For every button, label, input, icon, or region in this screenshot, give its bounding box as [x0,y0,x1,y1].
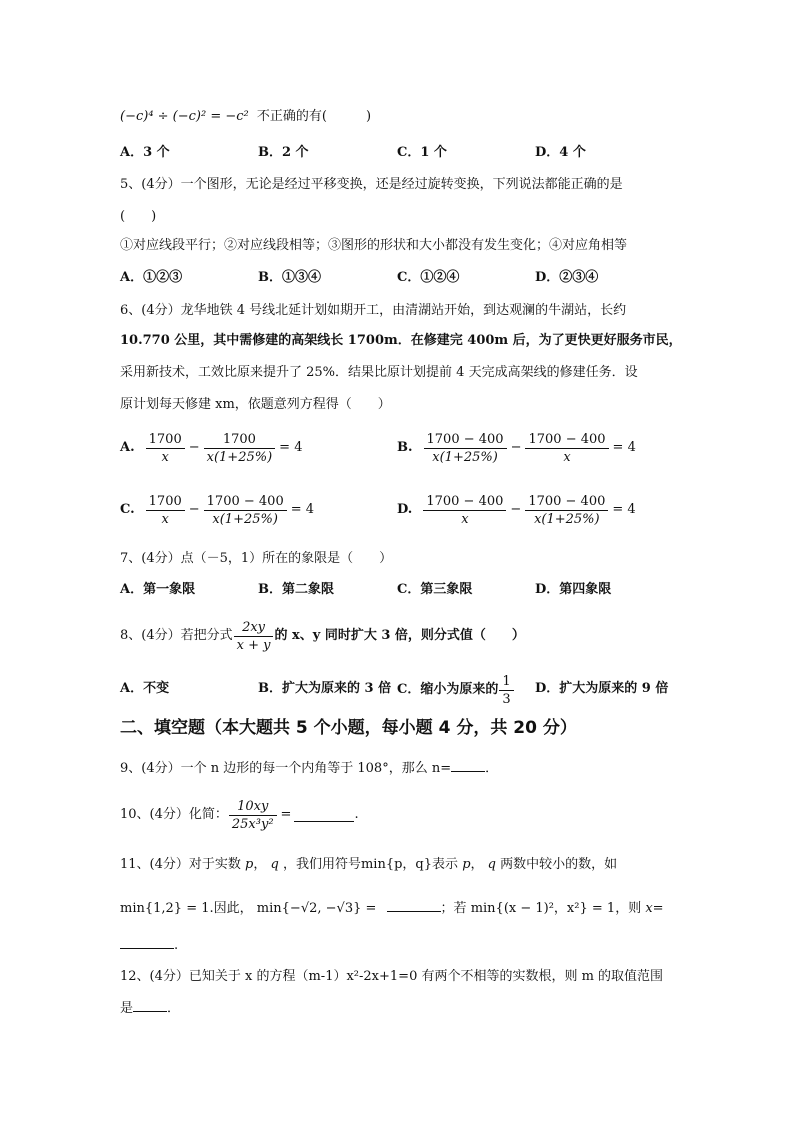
q6-d-fraction-1: $\frac{1700 - 400}{x}$ [423,494,506,527]
q7-option-c: C．第三象限 [397,582,473,597]
q8-stem-post: 的 x、y 同时扩大 3 倍，则分式值（ ） [274,628,525,643]
q6-option-c-label: C. [120,502,135,517]
q11-line1: 11、(4分）对于实数 p， q ，我们用符号min{p，q}表示 p， q 两数中较小的数，如 [120,857,618,872]
q8-option-d: D．扩大为原来的 9 倍 [535,681,669,696]
q4-option-b: B．2 个 [258,145,309,160]
q4-expression-line [120,108,371,126]
q5-statements: ①对应线段平行；②对应线段相等；③图形的形状和大小都没有发生变化；④对应角相等 [120,238,628,253]
q6-b-fraction-1: $\frac{1700 - 400}{x(1+25\%)}$ [424,432,507,465]
q6-option-a: A. $\frac{1700}{x}$ − $\frac{1700}{x(1+25\%)}$ = 4 [120,431,303,465]
q6-a-fraction-2: $\frac{1700}{x(1+25\%)}$ [204,432,276,465]
q11-line3: . [120,936,178,955]
q9-answer-blank [451,759,485,772]
q6-stem-line1: 6、(4分）龙华地铁 4 号线北延计划如期开工，由清湖站开始，到达观澜的牛湖站，长约 [120,303,627,318]
q6-d-fraction-2: $\frac{1700 - 400}{x(1+25\%)}$ [525,494,608,527]
q7-stem: 7、(4分）点（－5，1）所在的象限是（ ） [120,551,393,566]
q6-option-b: B. $\frac{1700 - 400}{x(1+25\%)}$ − $\frac{1700 - 400}{x}$ = 4 [397,431,636,465]
q8-option-c: C．缩小为原来的 $\frac{1}{3}$ [397,670,515,710]
q7-option-d: D．第四象限 [535,582,612,597]
q9: 9、(4分）一个 n 边形的每一个内角等于 108°，那么 n= ． [120,761,499,776]
q6-a-fraction-1: $\frac{1700}{x}$ [146,432,185,465]
q4-option-d: D．4 个 [535,145,586,160]
q8-option-a: A．不变 [120,681,170,696]
q8-fraction: $\frac{2xy}{x + y}$ [234,620,274,653]
q6-option-d-label: D. [397,502,413,517]
section-heading-fill-in: 二、填空题（本大题共 5 个小题，每小题 4 分，共 20 分） [120,718,577,738]
q5-option-b: B．①③④ [258,270,321,285]
q12-line1: 12、(4分）已知关于 x 的方程（m-1）x²-2x+1=0 有两个不相等的实数根，则 m 的取值范围 [120,969,664,984]
q6-stem-line4: 原计划每天修建 xm，依题意列方程得（ ） [120,397,391,412]
q6-option-b-label: B. [397,440,413,455]
q6-c-fraction-2: $\frac{1700 - 400}{x(1+25\%)}$ [204,494,287,527]
q6-option-a-label: A. [120,440,135,455]
q8-stem-pre: 8、(4分）若把分式 [120,628,233,643]
q5-option-d: D．②③④ [535,270,599,285]
q10: 10、(4分）化简： $\frac{10xy}{\text{25x³y²}}$ = . [120,798,359,832]
q5-option-c: C．①②④ [397,270,460,285]
q4-question-text: 不正确的有( ) [256,109,372,124]
q5-stem-line2: ( ) [120,209,157,224]
q10-fraction: $\frac{10xy}{\text{25x³y²}}$ [229,799,277,832]
q8-stem [120,616,525,656]
q12-line2: 是 ． [120,1001,181,1016]
q12-answer-blank [133,999,167,1012]
q4-expression: (−c)⁴ ÷ (−c)² = −c² [120,109,249,124]
q8-option-b: B．扩大为原来的 3 倍 [258,681,392,696]
q6-stem-line2: 10.770 公里，其中需修建的高架线长 1700m．在修建完 400m 后，为了更快更好服务市民， [120,333,682,348]
q6-stem-line3: 采用新技术，工效比原来提升了 25%．结果比原计划提前 4 天完成高架线的修建任务．设 [120,365,638,380]
q5-stem-line1: 5、(4分）一个图形，无论是经过平移变换，还是经过旋转变换，下列说法都能正确的是 [120,177,623,192]
q4-option-c: C．1 个 [397,145,447,160]
q7-option-b: B．第二象限 [258,582,334,597]
q6-option-d: D. $\frac{1700 - 400}{x}$ − $\frac{1700 - 400}{x(1+25\%)}$ = 4 [397,493,636,527]
q4-option-a: A．3 个 [120,145,170,160]
q6-b-fraction-2: $\frac{1700 - 400}{x}$ [525,432,608,465]
q6-c-fraction-1: $\frac{1700}{x}$ [146,494,185,527]
q7-option-a: A．第一象限 [120,582,196,597]
q10-answer-blank [294,809,354,822]
q11-answer-blank-2 [120,936,174,949]
q5-option-a: A．①②③ [120,270,183,285]
q6-option-c: C. $\frac{1700}{x}$ − $\frac{1700 - 400}{x(1+25\%)}$ = 4 [120,493,315,527]
q11-line2: min{1,2} = 1.因此， min{−√2, −√3} = ；若 min{(x − 1)²，x²} = 1，则 x= [120,901,664,916]
q11-answer-blank-1 [387,899,441,912]
q8-option-c-fraction: $\frac{1}{3}$ [499,674,513,707]
